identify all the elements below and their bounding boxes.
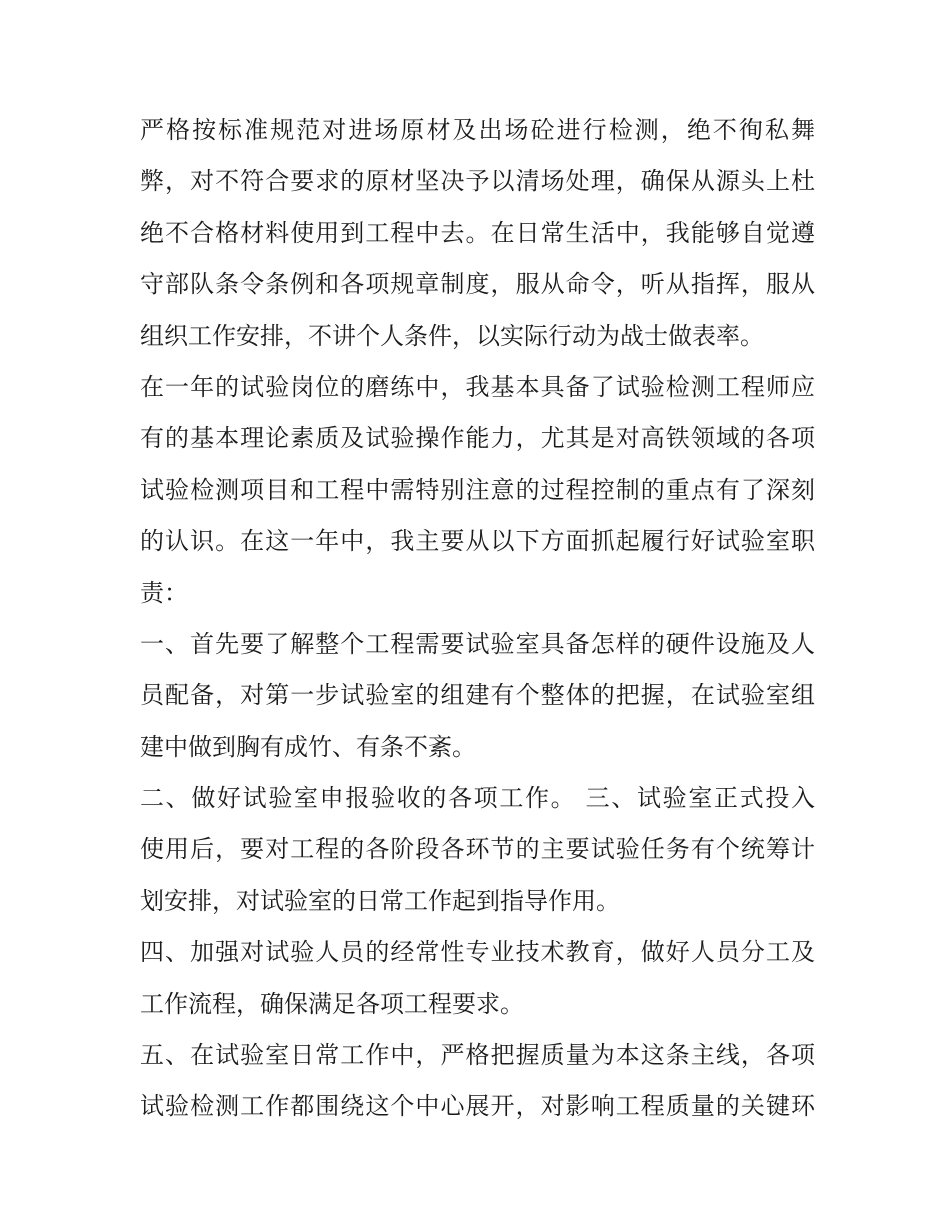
text-line: 员配备，对第一步试验室的组建有个整体的把握，在试验室组 (140, 681, 815, 710)
text-line: 划安排，对试验室的日常工作起到指导作用。 (140, 886, 620, 915)
text-line: 在一年的试验岗位的磨练中，我基本具备了试验检测工程师应 (140, 372, 815, 401)
text-line: 严格按标准规范对进场原材及出场砼进行检测，绝不徇私舞 (140, 116, 815, 144)
text-line: 一、首先要了解整个工程需要试验室具备怎样的硬件设施及人 (140, 629, 815, 658)
text-line: 五、在试验室日常工作中，严格把握质量为本这条主线，各项 (140, 1041, 815, 1070)
text-line: 使用后，要对工程的各阶段各环节的主要试验任务有个统筹计 (140, 835, 815, 864)
text-line: 有的基本理论素质及试验操作能力，尤其是对高铁领域的各项 (140, 424, 815, 453)
text-line: 的认识。在这一年中，我主要从以下方面抓起履行好试验室职 (140, 527, 815, 556)
document-body (140, 105, 815, 1133)
text-line: 组织工作安排，不讲个人条件，以实际行动为战士做表率。 (140, 321, 764, 350)
text-line: 守部队条令条例和各项规章制度，服从命令，听从指挥，服从 (140, 270, 815, 299)
text-line: 弊，对不符合要求的原材坚决予以清场处理，确保从源头上杜 (140, 167, 815, 196)
text-line: 二、做好试验室申报验收的各项工作。 三、试验室正式投入 (140, 784, 815, 813)
text-line: 四、加强对试验人员的经常性专业技术教育，做好人员分工及 (140, 938, 815, 967)
text-line: 试验检测项目和工程中需特别注意的过程控制的重点有了深刻 (140, 475, 815, 504)
text-line: 责： (140, 578, 188, 607)
text-line: 试验检测工作都围绕这个中心展开，对影响工程质量的关键环 (140, 1092, 815, 1121)
text-line: 工作流程，确保满足各项工程要求。 (140, 989, 524, 1018)
text-line: 绝不合格材料使用到工程中去。在日常生活中，我能够自觉遵 (140, 218, 815, 247)
text-line: 建中做到胸有成竹、有条不紊。 (140, 732, 476, 761)
